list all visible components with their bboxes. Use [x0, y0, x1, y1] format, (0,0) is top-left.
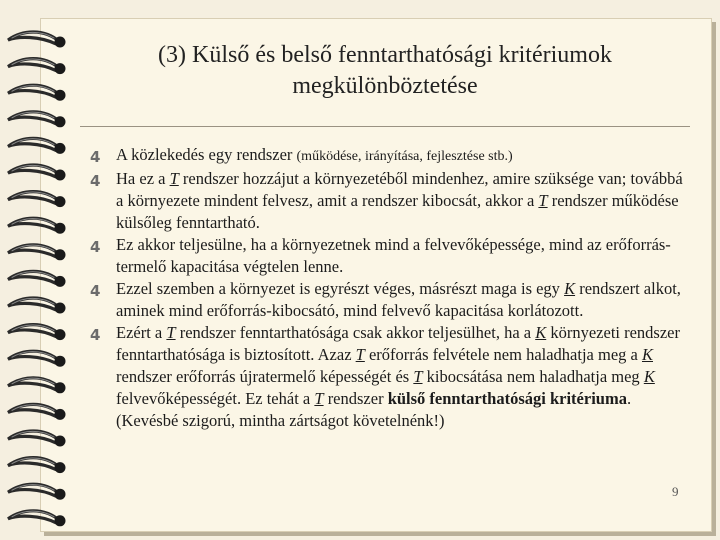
binding-ring — [8, 112, 66, 128]
binding-ring — [8, 431, 66, 447]
binding-ring — [8, 484, 66, 500]
binding-ring — [8, 165, 66, 181]
bullet-arrow-icon: 4 — [90, 238, 101, 256]
title-divider — [80, 126, 690, 127]
binding-ring — [8, 378, 66, 394]
binding-ring — [8, 298, 66, 314]
binding-ring — [8, 218, 66, 234]
title-line-2: megkülönböztetése — [292, 73, 478, 99]
binding-ring — [8, 59, 66, 75]
binding-ring — [8, 404, 66, 420]
bullet-list — [84, 144, 684, 432]
spiral-binding — [0, 0, 80, 540]
title-line-1: (3) Külső és belső fenntarthatósági kritériumok — [158, 42, 612, 68]
binding-ring — [8, 458, 66, 474]
bullet-item: 4 A közlekedés egy rendszer (működése, irányítása, fejlesztése stb.) — [90, 145, 513, 166]
slide-title — [80, 40, 690, 102]
bullet-item: 4 Ez akkor teljesülne, ha a környezetnek mind a felvevőképessége, mind az erőforrás-termelő kapacitása végtelen lenne. — [90, 235, 671, 276]
binding-ring — [8, 192, 66, 208]
bullet-item: 4 Ha ez a T rendszer hozzájut a környezetéből mindenhez, amire szüksége van; továbbá a környezete mindent felvesz, amit a rendszer kibocsát, akkor a T rendszer működése külsőleg fenntartható. — [90, 169, 683, 232]
page-number: 9 — [672, 484, 679, 499]
binding-ring — [8, 271, 66, 287]
binding-ring — [8, 511, 66, 527]
bullet-arrow-icon: 4 — [90, 172, 101, 190]
bullet-item: 4 Ezzel szemben a környezet is egyrészt véges, másrészt maga is egy K rendszert alkot, aminek mind erőforrás-kibocsátó, mind felvevő kapacitása korlátozott. — [90, 279, 681, 320]
binding-ring — [8, 245, 66, 260]
binding-ring — [8, 351, 66, 367]
binding-ring — [8, 32, 66, 48]
bullet-arrow-icon: 4 — [90, 326, 101, 344]
bullet-arrow-icon: 4 — [90, 282, 101, 300]
binding-ring — [8, 325, 66, 341]
bullet-arrow-icon: 4 — [90, 148, 101, 166]
binding-ring — [8, 85, 66, 101]
bullet-item: 4 Ezért a T rendszer fenntarthatósága csak akkor teljesülhet, ha a K környezeti rendszer fenntarthatósága is biztosított. Azaz T erőforrás felvétele nem haladhatja meg a K rendszer erőforrás újratermelő képességét és T kibocsátása nem haladhatja meg K felvevőképességét. Ez tehát a T rendszer külső fenntarthatósági kritériuma. (Kevésbé szigorú, mintha zártságot követelnénk!) — [90, 323, 680, 430]
binding-ring — [8, 138, 66, 154]
